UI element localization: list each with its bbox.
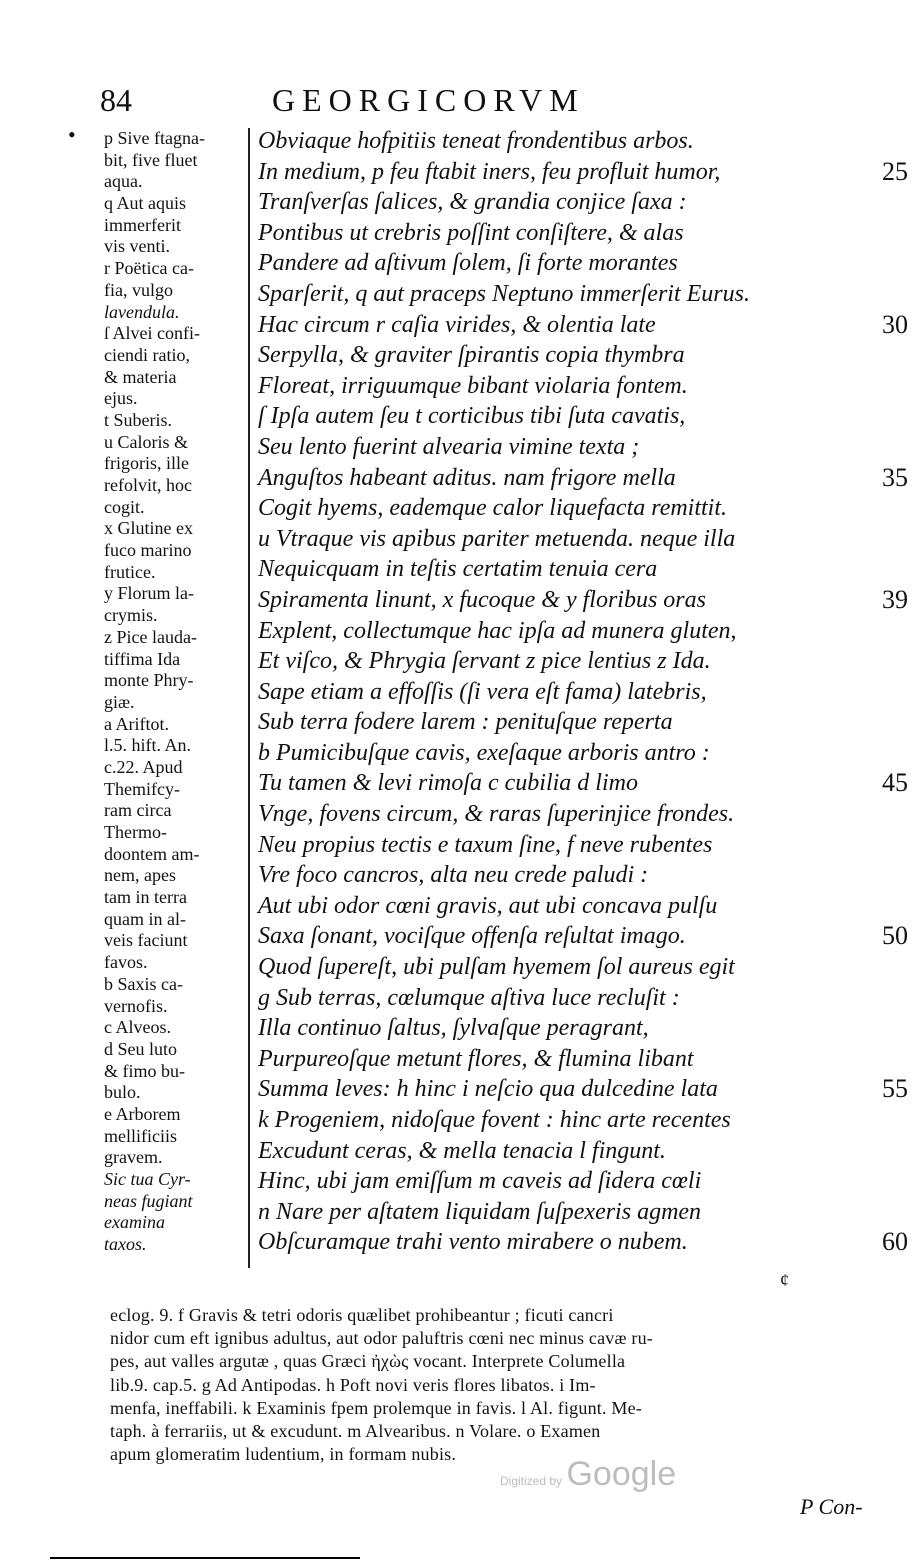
margin-note-line: & materia <box>104 366 177 387</box>
page-header <box>100 82 860 122</box>
verse-line <box>258 187 878 218</box>
bottom-mark: ¢ <box>780 1270 789 1290</box>
verse-line <box>258 952 878 983</box>
margin-note-line: fia, vulgo <box>104 279 173 300</box>
verse-text: Obſcuramque trahi vento mirabere o nubem. <box>258 1229 688 1256</box>
margin-note-line: ciendi ratio, <box>104 344 190 365</box>
verse-text: Pontibus ut crebris poſſint conſiſtere, & alas <box>258 219 684 246</box>
verse-line <box>258 646 878 677</box>
verse-line <box>258 1166 878 1197</box>
margin-note-line: c.22. Apud <box>104 756 183 777</box>
footnote-line: nidor cum eft ignibus adultus, aut odor paluftris cœni nec minus cavæ ru- <box>110 1328 653 1349</box>
digitized-watermark <box>500 1455 676 1494</box>
verse-text: Aut ubi odor cœni gravis, aut ubi concava pulſu <box>258 892 718 919</box>
verse-text: Sparſerit, q aut praceps Neptuno immerſerit Eurus. <box>258 280 750 307</box>
margin-note-line: x Glutine ex <box>104 518 193 539</box>
verse-line <box>258 616 878 647</box>
margin-note-line: t Suberis. <box>104 409 173 430</box>
margin-note-line: vernofis. <box>104 995 168 1016</box>
verse-line <box>258 768 908 799</box>
running-title: GEORGICORVM <box>272 82 585 118</box>
margin-note-line: tiffima Ida <box>104 648 181 669</box>
margin-note-line: crymis. <box>104 605 158 626</box>
verse-line <box>258 891 878 922</box>
verse-text: Tranſverſas ſalices, & grandia conjice ſaxa : <box>258 189 687 216</box>
verse-text: Hinc, ubi jam emiſſum m caveis ad ſidera cœli <box>258 1168 702 1195</box>
verse-text: Summa leves: h hinc i neſcio qua dulcedine lata <box>258 1076 718 1103</box>
verse-line <box>258 1105 878 1136</box>
verse-line <box>258 1074 908 1105</box>
verse-text: Explent, collectumque hac ipſa ad munera gluten, <box>258 617 737 644</box>
margin-note-line: veis faciunt <box>104 930 188 951</box>
margin-note-line: z Pice lauda- <box>104 626 197 647</box>
verse-line <box>258 554 878 585</box>
verse-text: b Pumicibuſque cavis, exeſaque arboris antro : <box>258 739 710 766</box>
line-number: 35 <box>882 462 908 492</box>
verse-text: Saxa ſonant, vociſque offenſa reſultat imago. <box>258 923 686 950</box>
margin-note-line: cogit. <box>104 496 145 517</box>
line-number: 30 <box>882 309 908 339</box>
verse-text: g Sub terras, cœlumque aſtiva luce recluſit : <box>258 984 680 1011</box>
verse-text: Vre foco cancros, alta neu crede paludi : <box>258 862 649 889</box>
verse-line <box>258 584 908 616</box>
verse-line <box>258 126 878 157</box>
margin-note-line: refolvit, hoc <box>104 475 192 495</box>
verse-text: Floreat, irriguumque bibant violaria fontem. <box>258 372 688 399</box>
verse-line <box>258 860 878 891</box>
margin-note-line: ram circa <box>104 800 172 821</box>
verse-line <box>258 218 878 249</box>
verse-line <box>258 401 878 432</box>
verse-line <box>258 830 878 861</box>
verse-column <box>258 126 908 1258</box>
verse-text: ſ Ipſa autem ſeu t corticibus tibi ſuta cavatis, <box>258 403 686 430</box>
verse-text: Illa continuo ſaltus, ſylvaſque peragrant, <box>258 1015 649 1042</box>
margin-note-line: neas fugiant <box>104 1190 193 1211</box>
verse-line <box>258 432 878 463</box>
verse-text: Serpylla, & graviter ſpirantis copia thymbra <box>258 342 685 369</box>
verse-line <box>258 309 908 341</box>
verse-line <box>258 1136 878 1167</box>
margin-note-line: Sic tua Cyr- <box>104 1169 191 1189</box>
margin-note-line: nem, apes <box>104 865 176 886</box>
margin-note-line: taxos. <box>104 1234 147 1255</box>
margin-notes <box>104 128 244 1256</box>
verse-line <box>258 1044 878 1075</box>
margin-note-line: ſ Alvei confi- <box>104 323 200 344</box>
watermark-prefix: Digitized by <box>500 1474 563 1488</box>
line-number: 39 <box>882 584 908 614</box>
verse-text: Tu tamen & levi rimoſa c cubilia d limo <box>258 770 638 797</box>
margin-note-line: e Arborem <box>104 1103 181 1124</box>
margin-bullet-mark: • <box>68 122 76 147</box>
verse-text: Obviaque hofpitiis teneat frondentibus arbos. <box>258 128 694 154</box>
verse-line <box>258 371 878 402</box>
verse-text: Spiramenta linunt, x fucoque & y floribus oras <box>258 586 706 613</box>
margin-note-line: d Seu luto <box>104 1038 178 1059</box>
margin-note-line: lavendula. <box>104 301 180 322</box>
margin-note-line: c Alveos. <box>104 1017 171 1038</box>
line-number: 60 <box>882 1227 908 1257</box>
verse-line <box>258 156 908 188</box>
verse-line <box>258 799 878 830</box>
verse-text: Cogit hyems, eademque calor liquefacta remittit. <box>258 495 728 522</box>
verse-text: Seu lento fuerint alvearia vimine texta ; <box>258 433 640 460</box>
margin-note-line: monte Phry- <box>104 670 194 691</box>
footnote-line: pes, aut valles argutæ , quas Græci ἠχὼς vocant. Interprete Columella <box>110 1351 626 1372</box>
bottom-rule <box>50 1557 360 1559</box>
margin-note-line: giæ. <box>104 691 135 712</box>
margin-note-line: fuco marino <box>104 540 192 561</box>
footnotes <box>110 1304 868 1466</box>
page-number: 84 <box>100 82 132 118</box>
margin-note-line: r Poëtica ca- <box>104 258 194 279</box>
verse-line <box>258 677 878 708</box>
margin-note-line: mellificiis <box>104 1125 177 1146</box>
margin-note-line: a Ariftot. <box>104 713 169 734</box>
margin-note-line: tam in terra <box>104 887 187 908</box>
margin-note-line: vis venti. <box>104 236 170 257</box>
verse-line <box>258 738 878 769</box>
column-rule <box>248 128 250 1268</box>
verse-line <box>258 279 878 310</box>
verse-text: Pandere ad aſtivum ſolem, ſi forte morantes <box>258 250 678 277</box>
verse-text: In medium, p feu ftabit iners, feu profluit humor, <box>258 158 721 185</box>
margin-note-line: frigoris, ille <box>104 453 189 474</box>
footnote-line: eclog. 9. f Gravis & tetri odoris quælibet prohibeantur ; ficuti cancri <box>110 1305 614 1325</box>
margin-note-line: u Caloris & <box>104 431 188 452</box>
verse-text: Purpureoſque metunt flores, & flumina libant <box>258 1045 694 1072</box>
catchword: P Con- <box>800 1494 863 1519</box>
verse-text: n Nare per aſtatem liquidam ſuſpexeris agmen <box>258 1198 702 1225</box>
line-number: 50 <box>882 921 908 951</box>
verse-line <box>258 1013 878 1044</box>
verse-text: u Vtraque vis apibus pariter metuenda. neque illa <box>258 525 736 552</box>
margin-note-line: Thermo- <box>104 822 167 842</box>
footnote-line: apum glomeratim ludentium, in formam nubis. <box>110 1444 457 1465</box>
verse-line <box>258 493 878 524</box>
margin-note-line: frutice. <box>104 561 156 582</box>
margin-note-line: immerferit <box>104 214 181 235</box>
margin-note-line: examina <box>104 1212 165 1233</box>
footnote-line: lib.9. cap.5. g Ad Antipodas. h Poft novi veris flores libatos. i Im- <box>110 1374 596 1395</box>
margin-note-line: p Sive ftagna- <box>104 128 205 148</box>
margin-note-line: l.5. hift. An. <box>104 735 192 756</box>
verse-text: k Progeniem, nidoſque fovent : hinc arte recentes <box>258 1107 731 1133</box>
verse-text: Hac circum r caſia virides, & olentia late <box>258 311 656 338</box>
margin-note-line: favos. <box>104 952 148 973</box>
margin-note-line: gravem. <box>104 1147 163 1168</box>
verse-line <box>258 1227 908 1258</box>
verse-line <box>258 921 908 952</box>
verse-text: Vnge, fovens circum, & raras ſuperinjice frondes. <box>258 801 735 828</box>
margin-note-line: aqua. <box>104 171 143 192</box>
margin-note-line: doontem am- <box>104 843 200 864</box>
margin-note-line: & fimo bu- <box>104 1060 185 1081</box>
verse-line <box>258 707 878 738</box>
margin-note-line: bulo. <box>104 1082 141 1103</box>
verse-text: Neu propius tectis e taxum ſine, f neve rubentes <box>258 831 713 858</box>
margin-note-line: b Saxis ca- <box>104 973 183 994</box>
verse-line <box>258 524 878 555</box>
line-number: 25 <box>882 156 908 186</box>
verse-line <box>258 462 908 494</box>
line-number: 55 <box>882 1074 908 1104</box>
footnote-line: menfa, ineffabili. k Examinis fpem prolemque in favis. l Al. figunt. Me- <box>110 1397 642 1418</box>
margin-note-line: y Florum la- <box>104 583 194 604</box>
watermark-brand: Google <box>566 1455 677 1493</box>
verse-text: Excudunt ceras, & mella tenacia l fingunt. <box>258 1137 666 1164</box>
margin-note-line: q Aut aquis <box>104 193 187 214</box>
line-number: 45 <box>882 768 908 798</box>
verse-line <box>258 1197 878 1228</box>
verse-text: Sub terra fodere larem : penituſque reperta <box>258 709 673 736</box>
margin-note-line: bit, five fluet <box>104 149 198 170</box>
verse-text: Nequicquam in teſtis certatim tenuia cera <box>258 556 658 583</box>
verse-line <box>258 248 878 279</box>
verse-text: Quod ſupereſt, ubi pulſam hyemem ſol aureus egit <box>258 954 735 981</box>
verse-text: Anguſtos habeant aditus. nam frigore mella <box>258 464 676 491</box>
verse-line <box>258 340 878 371</box>
margin-note-line: quam in al- <box>104 908 186 929</box>
margin-note-line: Themifcy- <box>104 778 180 799</box>
verse-text: Et viſco, & Phrygia ſervant z pice lentius z Ida. <box>258 648 711 675</box>
footnote-line: taph. à ferrariis, ut & excudunt. m Alvearibus. n Volare. o Examen <box>110 1420 601 1441</box>
verse-text: Sape etiam a effoſſis (ſi vera eſt fama) latebris, <box>258 678 707 705</box>
verse-line <box>258 983 878 1014</box>
margin-note-line: ejus. <box>104 388 138 409</box>
